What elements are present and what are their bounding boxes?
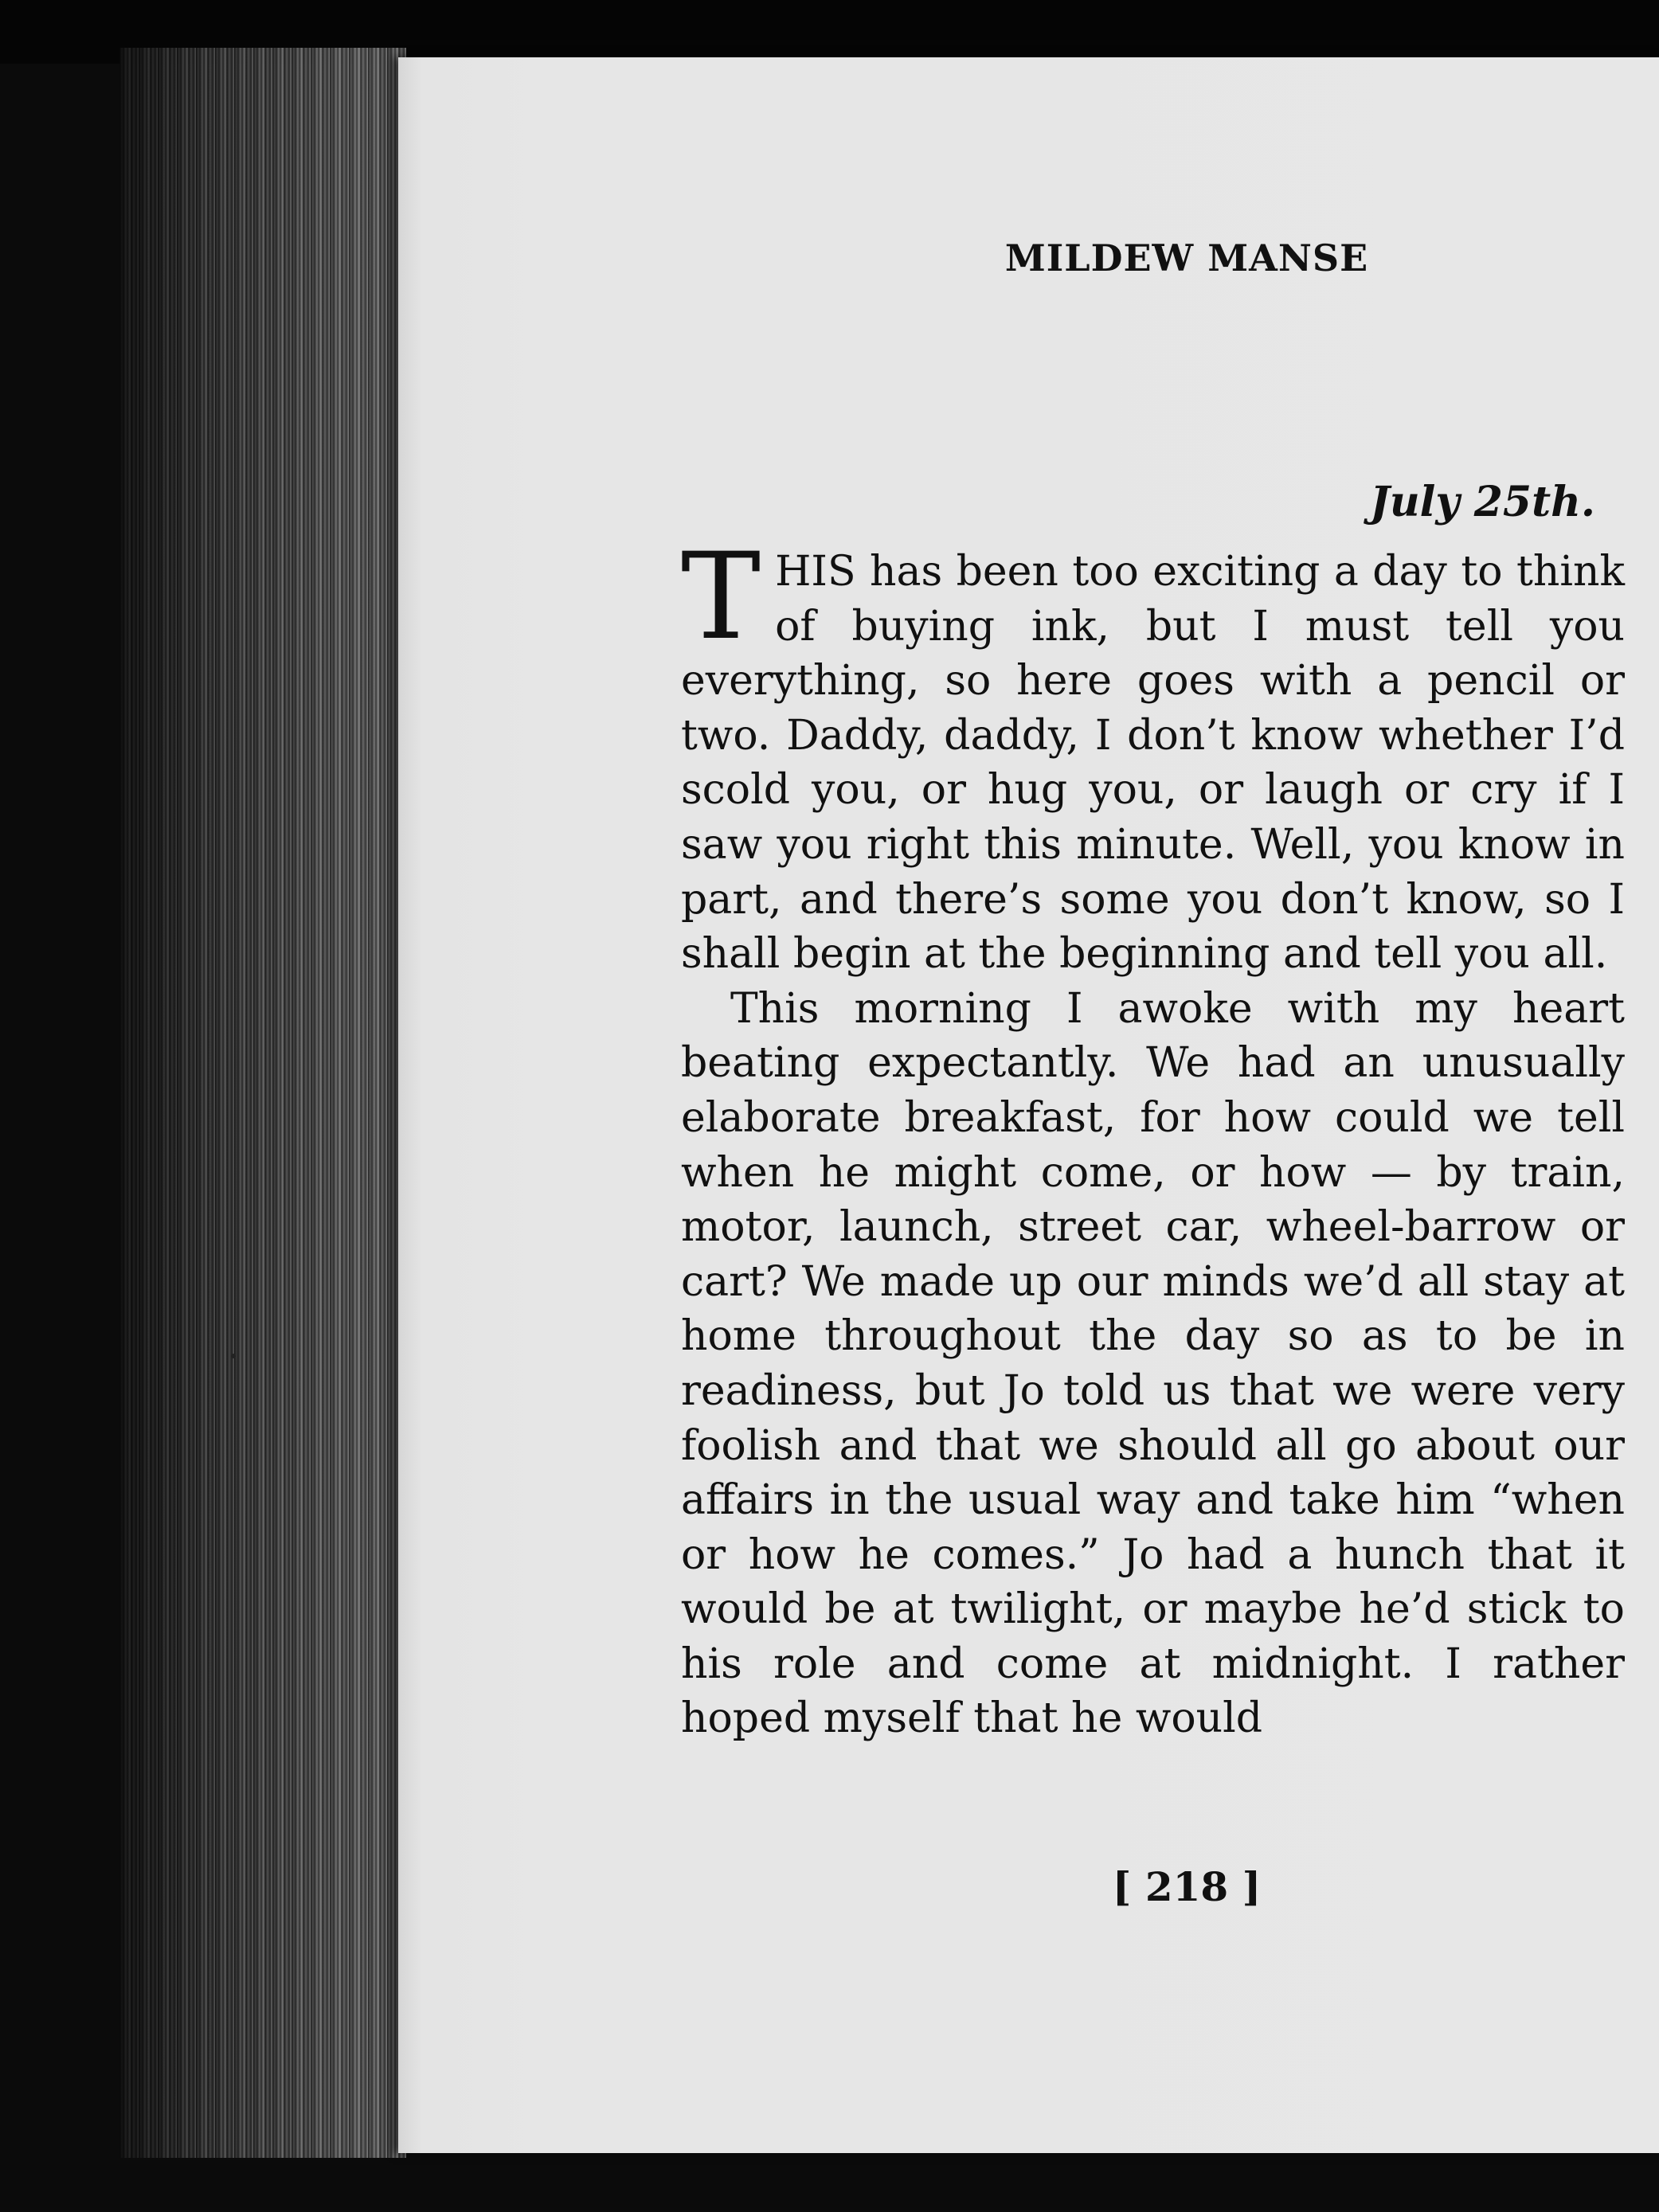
- entry-date: July 25th.: [1370, 478, 1595, 526]
- page-edges: [119, 48, 406, 2158]
- page-number: [ 218 ]: [1112, 1863, 1262, 1910]
- paragraph-1-text: HIS has been too exciting a day to think of buying ink, but I must tell you everything, so here goes with a pencil or two. Daddy, daddy, I don’t know whether I’d scold you, or hug you, or laugh or cry if I saw you right this minute. Well, you know in part, and there’s some you don’t know, so I shall begin at the beginning and tell you all.: [681, 548, 1625, 979]
- book-page: [398, 57, 1659, 2153]
- paragraph-2: This morning I awoke with my heart beating expectantly. We had an unusually elaborate breakfast, for how could we tell when he might come, or how — by train, motor, launch, street car, wheel-barrow or cart? We made up our minds we’d all stay at home throughout the day so as to be in readiness, but Jo told us that we were very foolish and that we should all go about our affairs in the usual way and take him “when or how he comes.” Jo had a hunch that it would be at twilight, or maybe he’d stick to his role and come at midnight. I rather hoped myself that he would: [681, 984, 1625, 1743]
- running-head: MILDEW MANSE: [1004, 236, 1369, 279]
- paragraph-1: [681, 528, 1625, 982]
- body-text: [681, 528, 1625, 1746]
- scan-speck: [231, 1354, 236, 1358]
- drop-cap: T: [681, 528, 761, 666]
